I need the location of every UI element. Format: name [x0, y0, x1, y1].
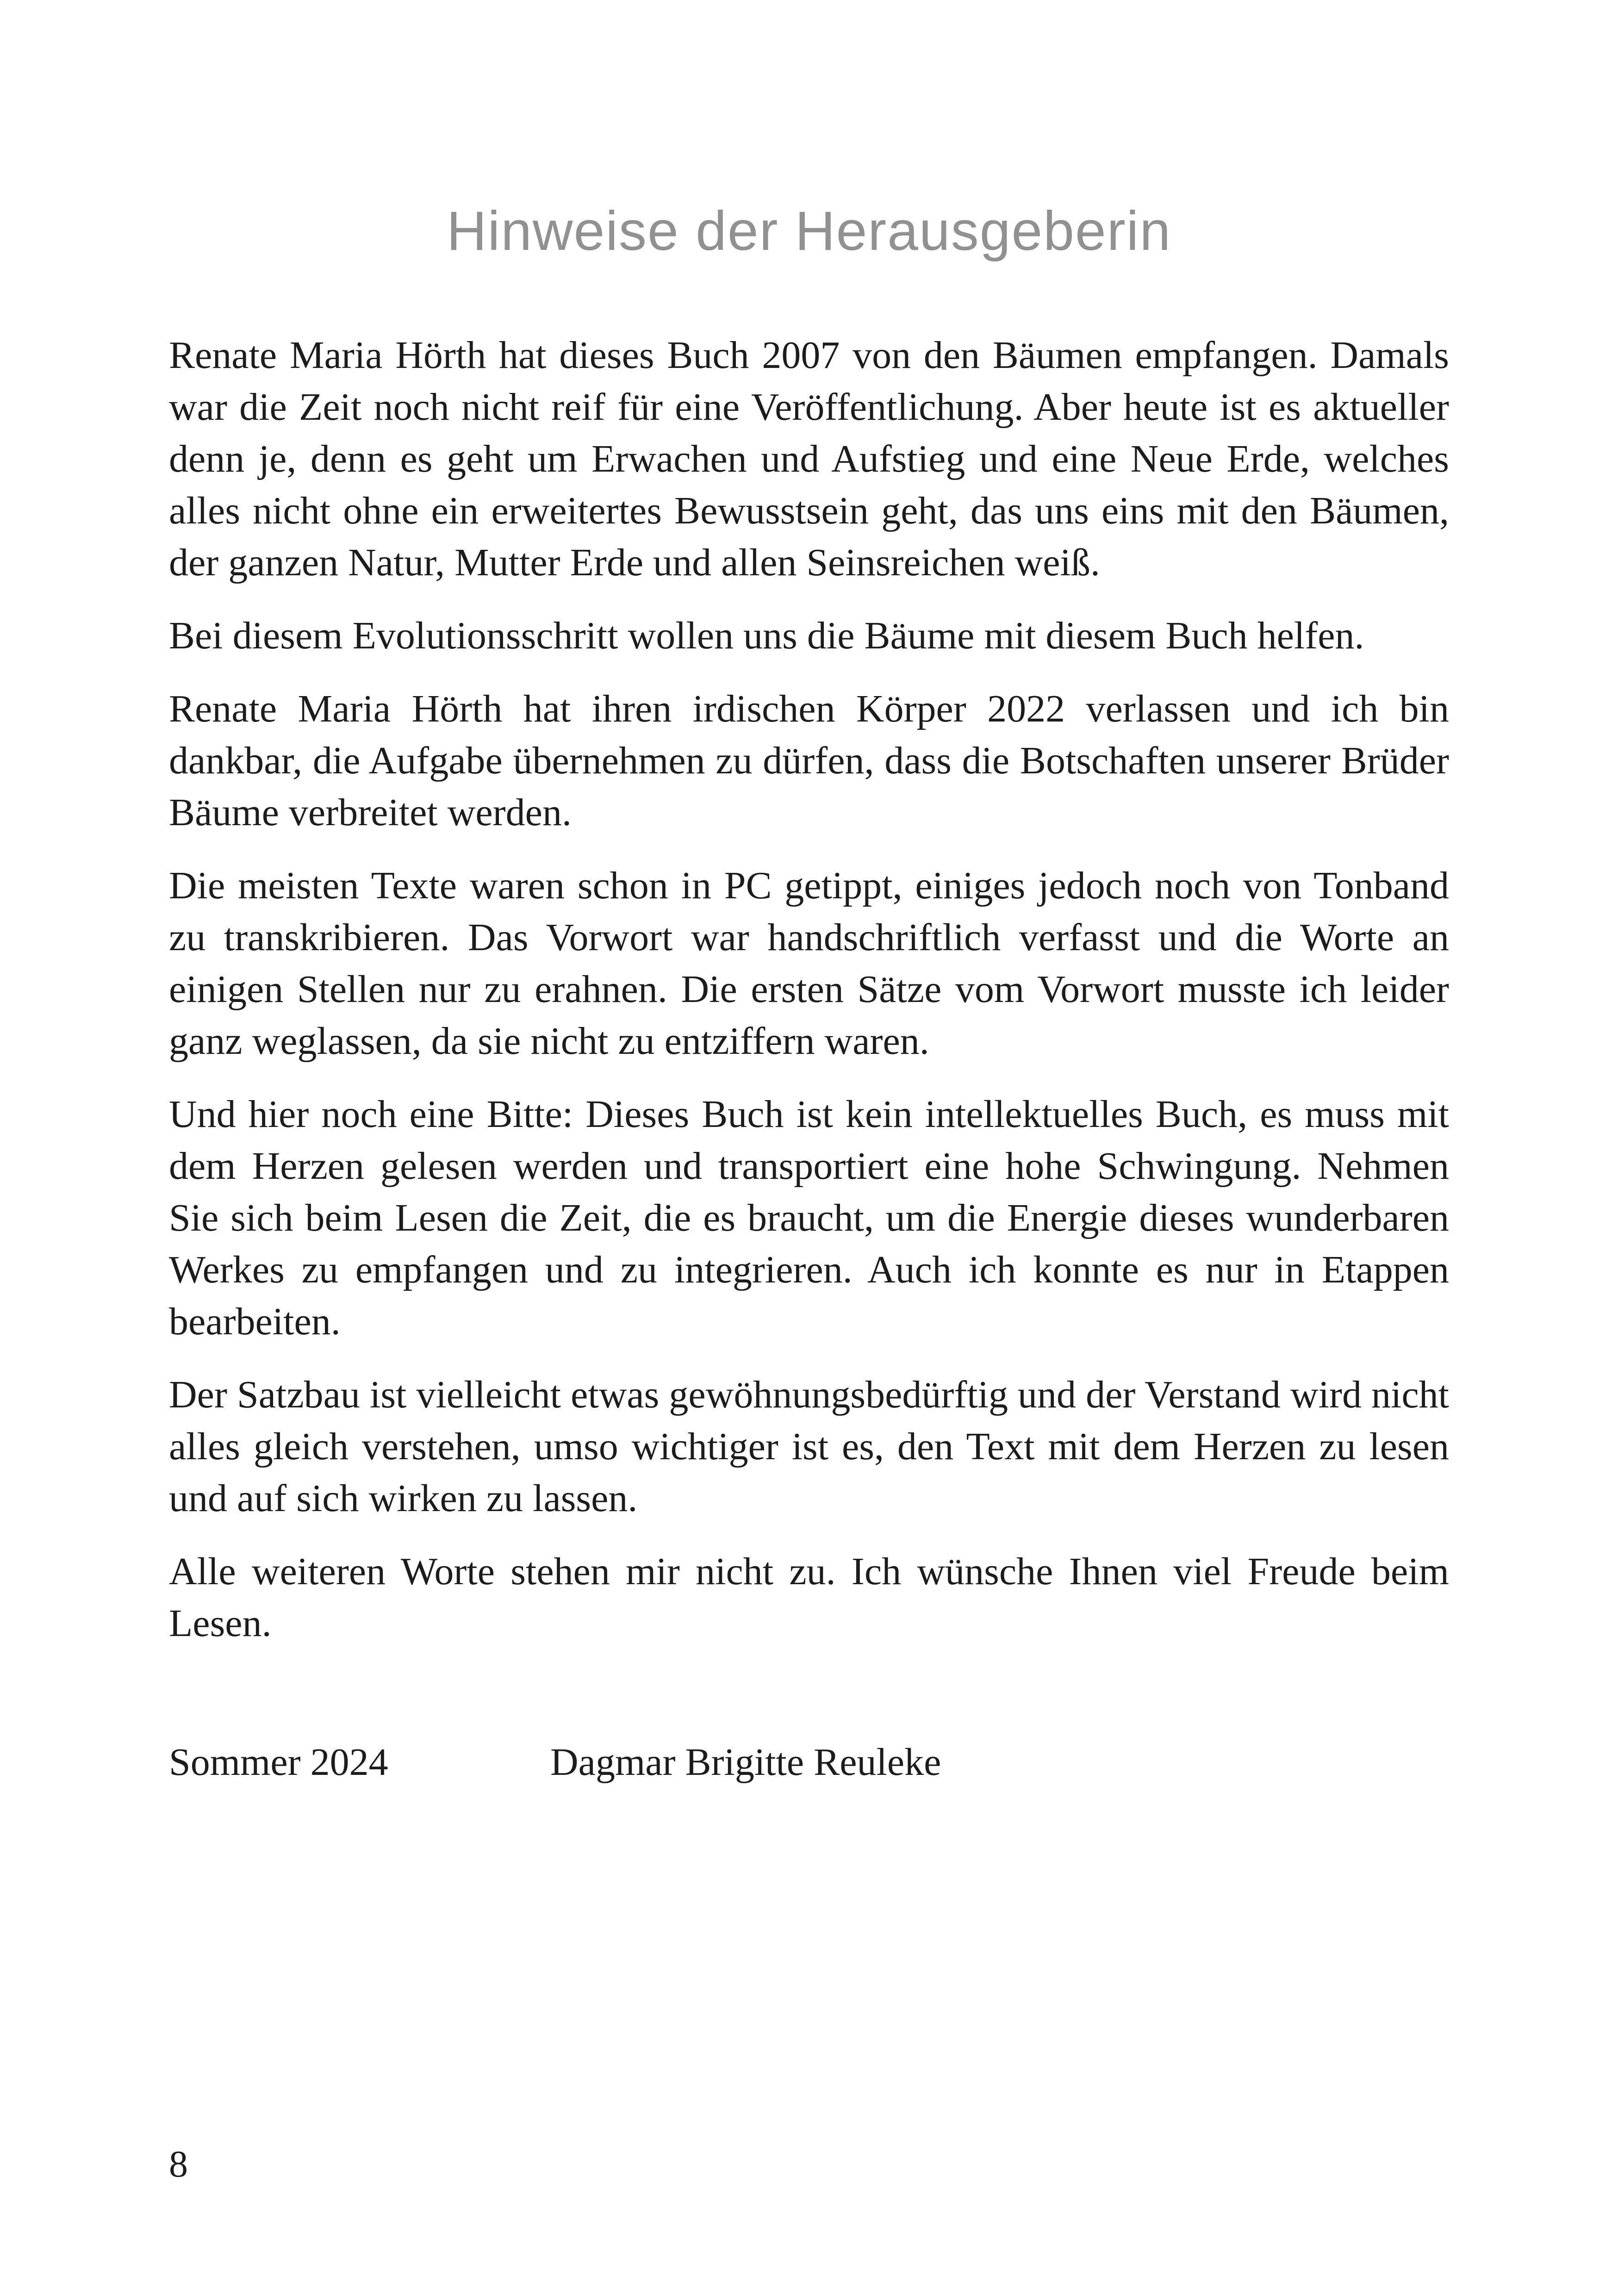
paragraph: Renate Maria Hörth hat dieses Buch 2007 von den Bäumen empfangen. Damals war die Zeit noch nicht reif für eine Veröffentlichung. Aber heute ist es aktueller denn je, denn es geht um Erwachen und Aufstieg und eine Neue Erde, welches alles nicht ohne ein erweitertes Bewusstsein geht, das uns eins mit den Bäumen, der ganzen Natur, Mutter Erde und allen Seinsreichen weiß. — [169, 334, 1449, 584]
body-text — [169, 330, 1449, 1788]
paragraph: Und hier noch eine Bitte: Dieses Buch ist kein intellektuelles Buch, es muss mit dem Herzen gelesen werden und transportiert eine hohe Schwingung. Nehmen Sie sich beim Lesen die Zeit, die es braucht, um die Energie dieses wunderbaren Werkes zu empfangen und zu integrieren. Auch ich konnte es nur in Etappen bearbeiten. — [169, 1093, 1449, 1343]
paragraph: Der Satzbau ist vielleicht etwas gewöhnungsbedürftig und der Verstand wird nicht alles gleich verstehen, umso wichtiger ist es, den Text mit dem Herzen zu lesen und auf sich wirken zu lassen. — [169, 1373, 1449, 1520]
page-number: 8 — [169, 2143, 188, 2185]
paragraph: Die meisten Texte waren schon in PC getippt, einiges jedoch noch von Tonband zu transkribieren. Das Vorwort war handschriftlich verfasst und die Worte an einigen Stellen nur zu erahnen. Die ersten Sätze vom Vorwort musste ich leider ganz weglassen, da sie nicht zu entziffern waren. — [169, 864, 1449, 1063]
paragraph: Alle weiteren Worte stehen mir nicht zu. Ich wünsche Ihnen viel Freude beim Lesen. — [169, 1550, 1449, 1645]
paragraph: Renate Maria Hörth hat ihren irdischen Körper 2022 verlassen und ich bin dankbar, die Aufgabe übernehmen zu dürfen, dass die Botschaften unserer Brüder Bäume verbreitet werden. — [169, 687, 1449, 834]
paragraph: Bei diesem Evolutionsschritt wollen uns die Bäume mit diesem Buch helfen. — [169, 614, 1364, 657]
signature-line — [169, 1736, 1449, 1788]
signature-name: Dagmar Brigitte Reuleke — [550, 1741, 941, 1784]
page-title: Hinweise der Herausgeberin — [446, 200, 1172, 262]
signature-date: Sommer 2024 — [169, 1741, 388, 1784]
